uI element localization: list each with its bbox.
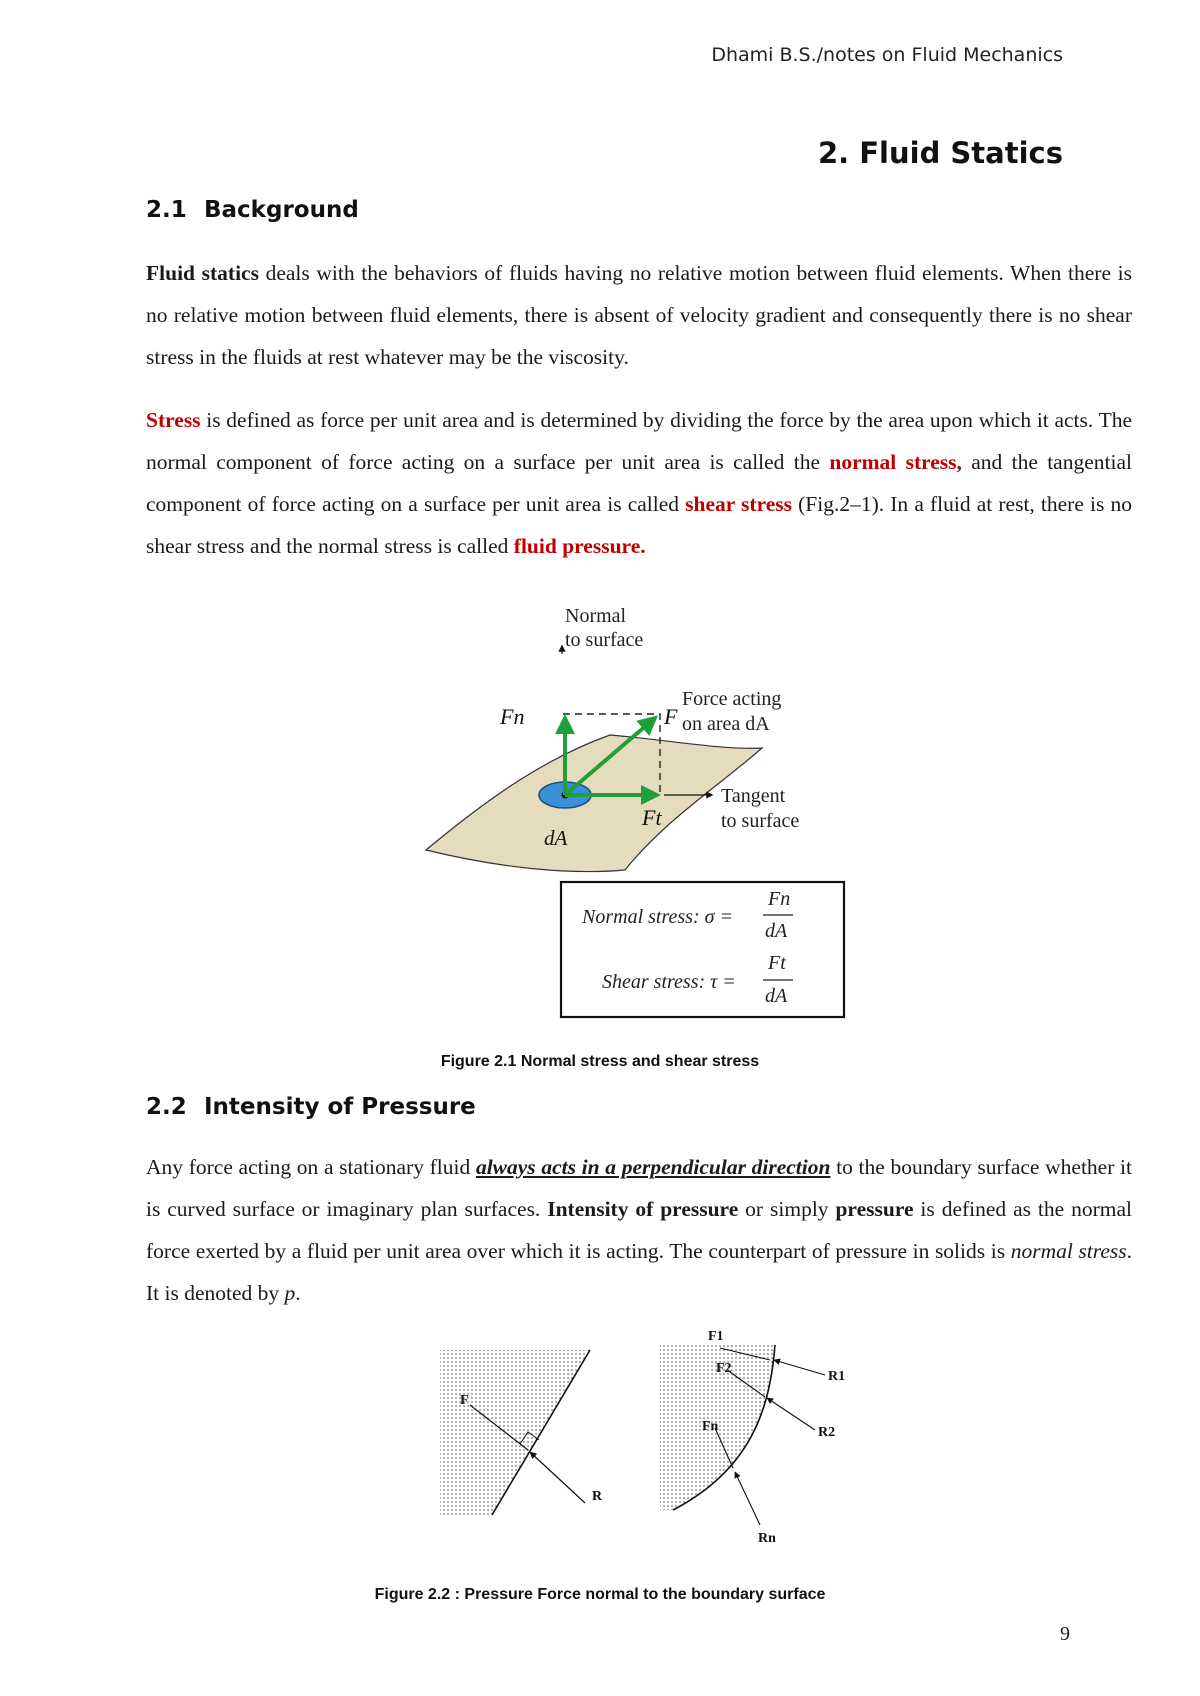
da-label: dA bbox=[544, 826, 568, 850]
left-fluid-region bbox=[440, 1350, 590, 1515]
term-shear-stress: shear stress bbox=[685, 492, 793, 516]
section-title-text: Intensity of Pressure bbox=[204, 1094, 476, 1120]
left-f-label: F bbox=[460, 1393, 469, 1408]
paragraph-text: or simply bbox=[738, 1197, 836, 1221]
section-number: 2.1 bbox=[146, 197, 187, 223]
paragraph-text: (Fig.2–1). In a fluid at rest, there is no shear stress and the normal stress is called bbox=[146, 492, 1132, 558]
rn-label: Rn bbox=[758, 1531, 776, 1546]
r2-arrow bbox=[767, 1398, 815, 1430]
term-fluid-statics: Fluid statics bbox=[146, 261, 259, 285]
f-label: F bbox=[664, 704, 678, 729]
left-reaction-arrow bbox=[530, 1452, 585, 1503]
running-header: Dhami B.S./notes on Fluid Mechanics bbox=[711, 44, 1063, 66]
page-number: 9 bbox=[1060, 1623, 1070, 1645]
term-intensity-of-pressure: Intensity of pressure bbox=[547, 1197, 739, 1221]
section-heading-intensity-of-pressure bbox=[146, 1094, 476, 1120]
figure-stress-diagram bbox=[420, 600, 860, 1030]
fn-label: Fn bbox=[500, 704, 525, 729]
term-pressure: pressure bbox=[835, 1197, 914, 1221]
shear-stress-numerator: Ft bbox=[768, 952, 786, 974]
paragraph-intensity-of-pressure bbox=[146, 1146, 1132, 1314]
r1-label: R1 bbox=[828, 1369, 846, 1384]
r1-arrow bbox=[774, 1360, 825, 1375]
ft-label: Ft bbox=[642, 805, 662, 830]
paragraph-text: and the tangential component of force acting on a surface per unit area is called bbox=[146, 450, 1132, 516]
paragraph-fluid-statics bbox=[146, 252, 1132, 378]
term-normal-stress-italic: normal stress bbox=[1010, 1239, 1127, 1263]
paragraph-text: . bbox=[295, 1281, 301, 1305]
paragraph-text: . It is denoted by bbox=[146, 1239, 1132, 1305]
paragraph-text: deals with the behaviors of fluids having no relative motion between fluid elements. When there is no relative motion between fluid elements, there is absent of velocity gradient and consequently there is no shear stress in the fluids at rest whatever may be the viscosity. bbox=[146, 261, 1132, 369]
tangent-label-line1: Tangent bbox=[721, 785, 786, 807]
paragraph-text: is defined as force per unit area and is determined by dividing the force by the area upon which it acts. The normal component of force acting on a surface per unit area is called the bbox=[146, 408, 1132, 474]
tangent-label-line2: to surface bbox=[721, 810, 800, 832]
paragraph-text: is defined as the normal force exerted by a fluid per unit area over which it is acting. The counterpart of pressure in solids is bbox=[146, 1197, 1132, 1263]
section-title-text: Background bbox=[204, 197, 359, 223]
r2-label: R2 bbox=[818, 1425, 836, 1440]
formula-box bbox=[561, 882, 844, 1017]
normal-stress-label: Normal stress: σ = bbox=[582, 906, 733, 928]
paragraph-stress bbox=[146, 399, 1132, 567]
figure-1-caption: Figure 2.1 Normal stress and shear stress bbox=[440, 1053, 760, 1070]
shear-stress-denominator: dA bbox=[765, 985, 788, 1007]
surface-patch bbox=[426, 735, 762, 872]
term-normal-stress: normal stress, bbox=[829, 450, 962, 474]
symbol-p: p bbox=[284, 1281, 296, 1305]
f1-label: F1 bbox=[708, 1329, 724, 1344]
left-r-label: R bbox=[592, 1489, 603, 1504]
figure-pressure-normal-diagram bbox=[430, 1320, 870, 1550]
force-label-line2: on area dA bbox=[682, 713, 770, 735]
emphasis-perpendicular-direction: always acts in a perpendicular direction bbox=[475, 1155, 831, 1179]
fn-label: Fn bbox=[702, 1419, 719, 1434]
paragraph-text: Any force acting on a stationary fluid bbox=[146, 1155, 476, 1179]
section-heading-background bbox=[146, 197, 359, 223]
normal-label-line2: to surface bbox=[565, 629, 644, 651]
paragraph-text: to the boundary surface whether it is curved surface or imaginary plan surfaces. bbox=[146, 1155, 1133, 1221]
section-number: 2.2 bbox=[146, 1094, 187, 1120]
term-fluid-pressure: fluid pressure. bbox=[513, 534, 646, 558]
term-stress: Stress bbox=[146, 408, 201, 432]
force-label-line1: Force acting bbox=[682, 688, 782, 710]
shear-stress-label: Shear stress: τ = bbox=[602, 971, 736, 993]
f2-label: F2 bbox=[716, 1361, 732, 1376]
figure-2-caption: Figure 2.2 : Pressure Force normal to the boundary surface bbox=[374, 1586, 826, 1603]
normal-stress-numerator: Fn bbox=[768, 888, 791, 910]
chapter-title: 2. Fluid Statics bbox=[817, 136, 1063, 170]
rn-arrow bbox=[735, 1472, 760, 1525]
normal-stress-denominator: dA bbox=[765, 920, 788, 942]
normal-label-line1: Normal bbox=[565, 605, 627, 627]
